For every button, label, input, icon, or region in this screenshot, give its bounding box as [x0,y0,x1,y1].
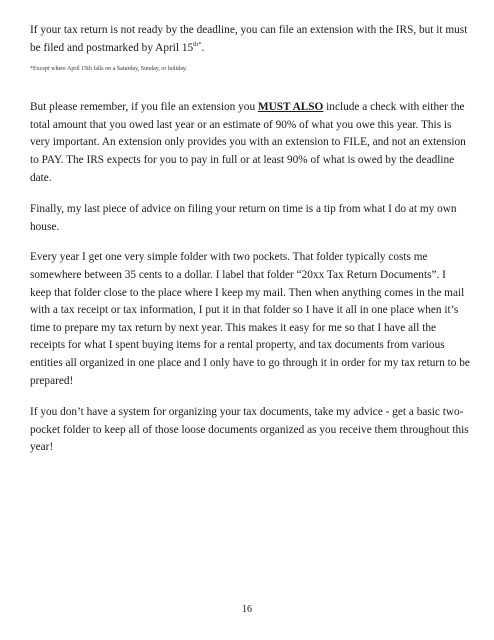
document-page [30,22,470,457]
paragraph-organizing-system: If you don’t have a system for organizing your tax documents, take my advice - get a basic two-pocket folder to keep all of those loose documents organized as you receive them throughout this year! [30,406,469,454]
paragraph-payment-reminder [30,99,470,187]
paragraph-extension-deadline [30,22,470,57]
paragraph-extension-deadline-text: If your tax return is not ready by the deadline, you can file an extension with the IRS, but it must be filed and postmarked by April 15 [30,24,468,54]
paragraph-extension-deadline-end: . [201,41,205,54]
paragraph-payment-reminder-before: But please remember, if you file an extension you [30,101,258,114]
emphasis-must-also: MUST ALSO [257,101,324,114]
paragraph-folder-tip: Every year I get one very simple folder with two pockets. That folder typically costs me somewhere between 35 cents to a dollar. I label that folder “20xx Tax Return Documents”. I keep that folder close to the place where I keep my mail. Then when anything comes in the mail with a tax receipt or tax information, I put it in that folder so I have it all in one place when it’s time to prepare my tax return by next year. This makes it easy for me so that I have all the receipts for what I spent buying items for a rental property, and tax documents from various entities all organized in one place and I only have to go through it in order for my tax return to be prepared! [30,251,470,387]
paragraph-payment-reminder-after: include a check with either the total amount that you owed last year or an estimate of 90% of what you owe this year. This is very important. An extension only provides you with an extension to FILE, and not an extension to PAY. The IRS expects for you to pay in full or at least 90% of what is owed by the deadline date. [30,101,466,184]
paragraph-final-advice: Finally, my last piece of advice on filing your return on time is a tip from what I do at my own house. [30,203,457,233]
ordinal-superscript: th* [193,40,202,48]
footnote: *Except where April 15th falls on a Saturday, Sunday, or holiday. [30,66,187,73]
page-number: 16 [242,604,252,615]
